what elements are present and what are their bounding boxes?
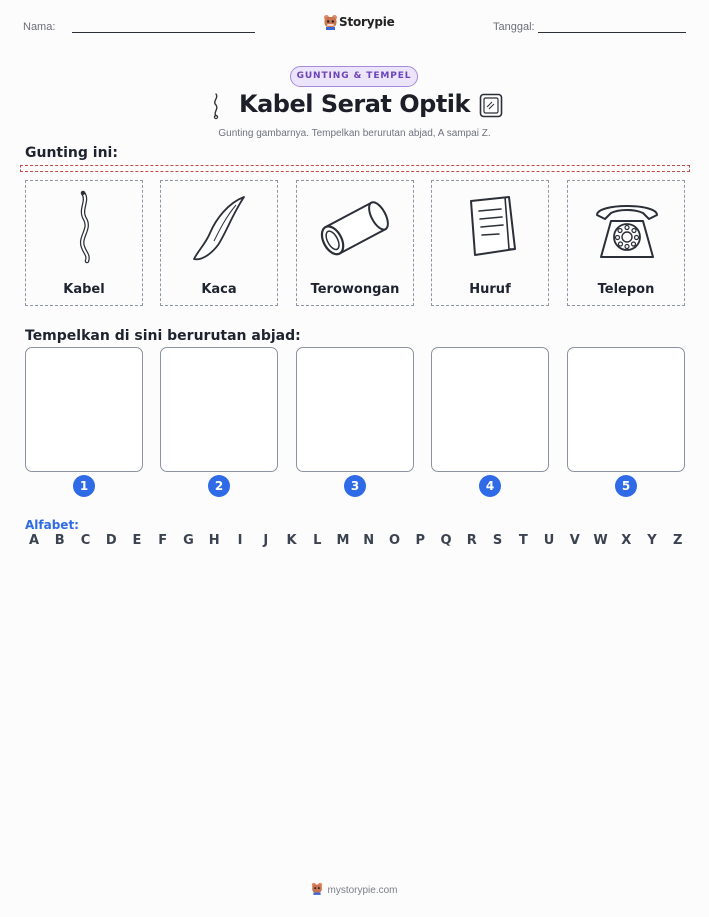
- cut-card-terowongan[interactable]: [296, 180, 414, 306]
- alphabet-letter: D: [105, 533, 117, 548]
- card-label: Terowongan: [310, 282, 400, 297]
- card-label: Huruf: [469, 282, 511, 297]
- alphabet-letter: K: [286, 533, 297, 548]
- paste-slot-1[interactable]: [25, 347, 143, 472]
- storypie-mascot-icon: [323, 14, 338, 30]
- footer-url[interactable]: mystorypie.com: [327, 885, 398, 896]
- slot-number-1: 1: [73, 475, 95, 497]
- letter-icon: [451, 189, 531, 269]
- card-label: Kaca: [201, 282, 237, 297]
- alphabet-letter: B: [54, 533, 65, 548]
- alphabet-letter: M: [336, 533, 350, 548]
- telephone-icon: [587, 189, 667, 269]
- activity-badge: GUNTING & TEMPEL: [290, 66, 418, 87]
- slot-number-3: 3: [344, 475, 366, 497]
- alphabet-letter: J: [263, 533, 269, 548]
- date-line[interactable]: [538, 32, 686, 33]
- paste-slot-2[interactable]: [160, 347, 278, 472]
- alphabet-letter: T: [518, 533, 528, 548]
- brand-name: Storypie: [339, 15, 395, 29]
- glass-shard-icon: [180, 189, 260, 269]
- name-label: Nama:: [23, 21, 56, 33]
- alphabet-letter: V: [569, 533, 580, 548]
- slot-number-5: 5: [615, 475, 637, 497]
- instructions: Gunting gambarnya. Tempelkan berurutan abjad, A sampai Z.: [218, 128, 491, 139]
- alphabet-letter: X: [621, 533, 632, 548]
- alphabet-letter: W: [593, 533, 608, 548]
- glass-pane-icon: [479, 93, 503, 118]
- alphabet-letter: S: [492, 533, 503, 548]
- page-title: Kabel Serat Optik: [239, 90, 470, 118]
- alphabet-letter: G: [183, 533, 194, 548]
- footer: [0, 882, 709, 896]
- alphabet-letter: U: [543, 533, 555, 548]
- slot-number-2: 2: [208, 475, 230, 497]
- alphabet-letter: Z: [673, 533, 683, 548]
- alphabet-letter: O: [388, 533, 401, 548]
- paste-slot-4[interactable]: [431, 347, 549, 472]
- name-line[interactable]: [72, 32, 255, 33]
- cut-heading: Gunting ini:: [25, 145, 118, 161]
- alphabet-letter: C: [80, 533, 91, 548]
- card-label: Kabel: [63, 282, 105, 297]
- cut-card-huruf[interactable]: [431, 180, 549, 306]
- storypie-mascot-icon: [311, 882, 323, 895]
- alphabet-heading: Alfabet:: [25, 518, 79, 532]
- alphabet-letter: Y: [647, 533, 657, 548]
- cut-guide-line: [20, 165, 690, 172]
- alphabet-letter: N: [363, 533, 375, 548]
- alphabet-letter: A: [28, 533, 40, 548]
- brand-logo: [323, 14, 393, 32]
- cut-card-kabel[interactable]: [25, 180, 143, 306]
- alphabet-letter: I: [237, 533, 243, 548]
- card-label: Telepon: [597, 282, 655, 297]
- alphabet-letter: L: [313, 533, 322, 548]
- cut-card-telepon[interactable]: [567, 180, 685, 306]
- date-label: Tanggal:: [493, 21, 535, 33]
- paste-heading: Tempelkan di sini berurutan abjad:: [25, 328, 301, 344]
- cable-icon: [45, 189, 125, 269]
- alphabet-letter: E: [132, 533, 142, 548]
- paste-slot-3[interactable]: [296, 347, 414, 472]
- alphabet-letter: Q: [440, 533, 452, 548]
- tunnel-icon: [316, 189, 396, 269]
- cut-card-kaca[interactable]: [160, 180, 278, 306]
- alphabet-letter: R: [466, 533, 477, 548]
- alphabet-letter: H: [208, 533, 220, 548]
- alphabet-row: [26, 533, 686, 548]
- paste-slot-5[interactable]: [567, 347, 685, 472]
- slot-number-4: 4: [479, 475, 501, 497]
- alphabet-letter: F: [158, 533, 168, 548]
- alphabet-letter: P: [415, 533, 426, 548]
